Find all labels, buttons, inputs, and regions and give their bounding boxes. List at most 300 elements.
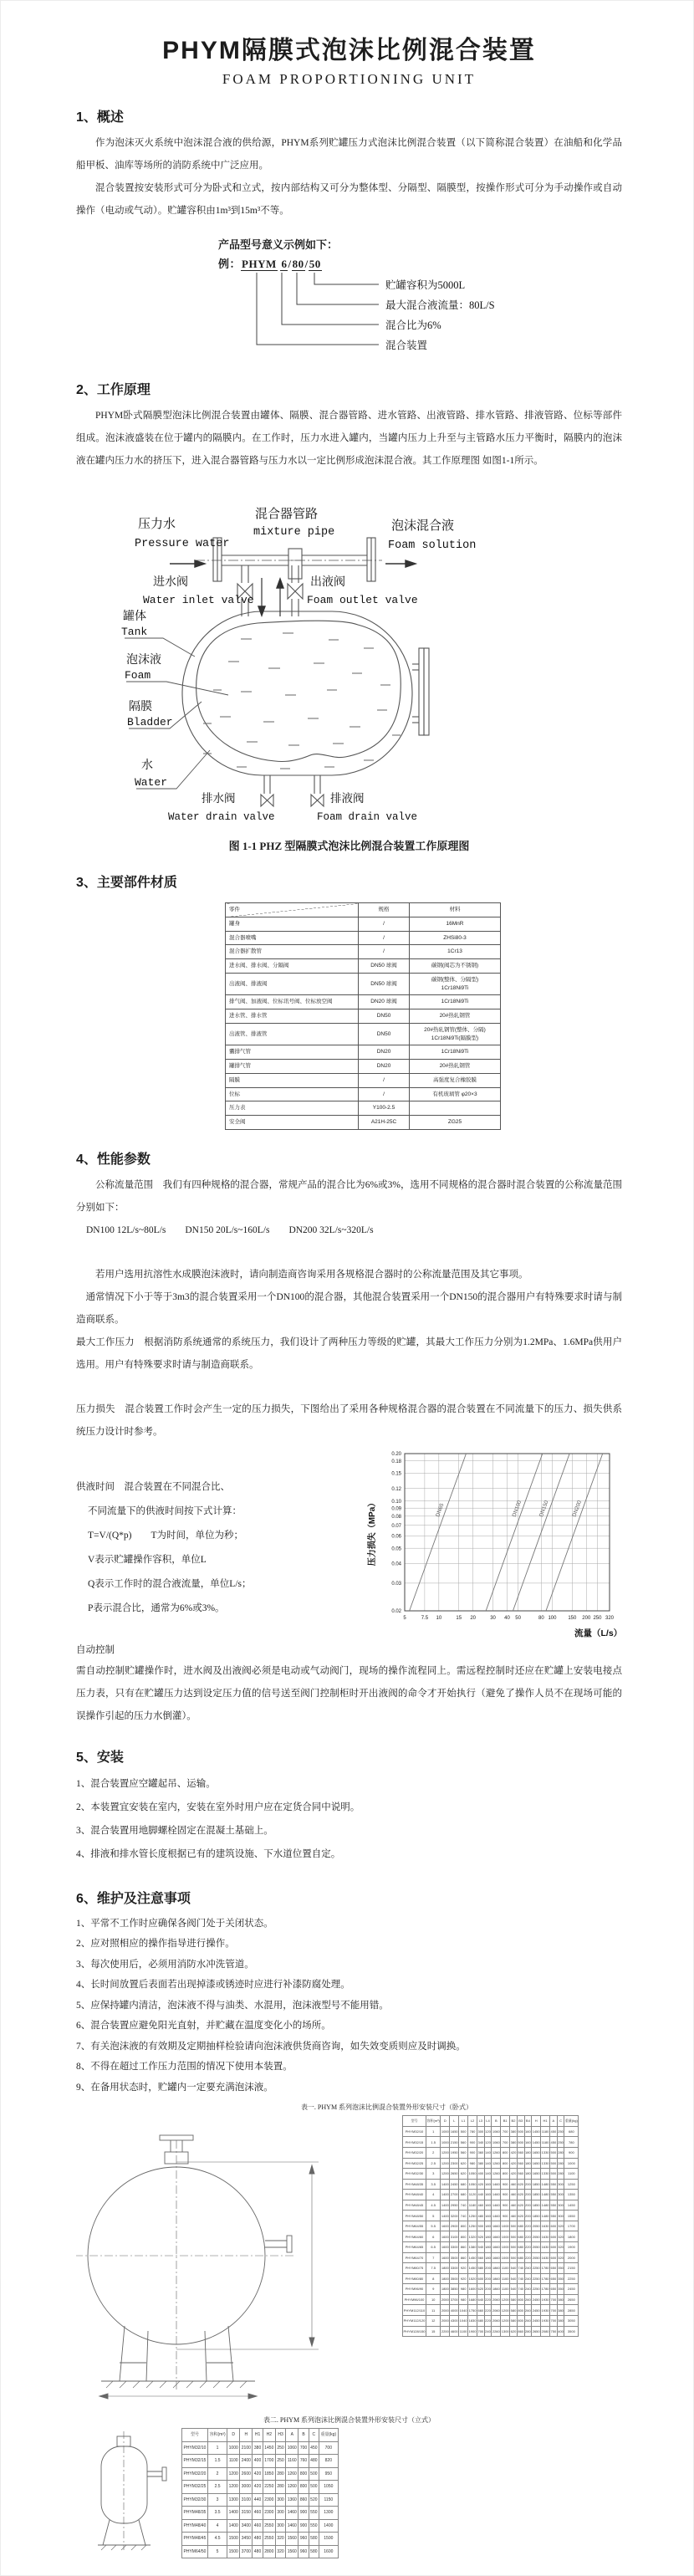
- table-cell: 1460: [492, 2190, 501, 2200]
- table-cell: PHYM48/35: [403, 2179, 426, 2190]
- table-cell: 2000: [564, 2252, 579, 2263]
- performance-p1: 公称流量范围 我们有四种规格的混合器，常规产品的混合比为6%或3%，选用不同规格的混合器时混合装置的公称流量范围分别如下：: [76, 1179, 622, 1213]
- table-cell: 560: [517, 2158, 524, 2169]
- water-label-en: Water: [135, 776, 168, 789]
- table-cell: 500: [517, 2126, 524, 2137]
- water-label-cn: 水: [141, 758, 153, 771]
- table-cell: 800: [459, 2231, 468, 2242]
- table-cell: 7: [426, 2252, 441, 2263]
- table-row: [226, 1023, 501, 1045]
- table-cell: 800: [517, 2294, 524, 2305]
- table-cell: 140: [484, 2147, 492, 2158]
- table-row: [226, 945, 501, 959]
- table-header-cell: H3: [275, 2429, 285, 2442]
- table-cell: 2050: [532, 2242, 541, 2253]
- table-cell: 高强度复合橡胶膜: [410, 1073, 501, 1087]
- table-cell: 200: [524, 2179, 532, 2190]
- table-cell: 1100: [564, 2169, 579, 2180]
- table-cell: 1650: [532, 2169, 541, 2180]
- list-item: 1、平常不工作时应确保各阀门处于关闭状态。: [76, 1918, 273, 1929]
- list-item: 1、混合装置应空罐起吊、运输。: [76, 1778, 216, 1789]
- table-cell: 1930: [541, 2305, 550, 2316]
- table-cell: 500: [459, 2126, 468, 2137]
- table-cell: 220: [524, 2231, 532, 2242]
- table-cell: 1480: [541, 2179, 550, 2190]
- table-cell: 520: [309, 2493, 319, 2507]
- section-heading-installation: 5、安装: [76, 1750, 124, 1765]
- table-cell: 500: [510, 2252, 518, 2263]
- table-cell: 560: [517, 2169, 524, 2180]
- table-cell: 500: [510, 2221, 518, 2231]
- table-cell: 3150: [240, 2507, 253, 2520]
- table-cell: 2000: [441, 2305, 450, 2316]
- table-cell: 碳钢(阀芯为不锈钢): [410, 959, 501, 974]
- table-cell: 500: [477, 2221, 484, 2231]
- table-cell: 1250: [468, 2211, 477, 2221]
- table-cell: 200: [524, 2211, 532, 2221]
- table-cell: PHYM64/55: [403, 2221, 426, 2231]
- table-cell: 3.5: [426, 2179, 441, 2190]
- table-cell: 1550: [564, 2211, 579, 2221]
- list-item: 3、混合装置用地脚螺栓固定在混凝土基础上。: [76, 1825, 273, 1836]
- table-cell: 900: [299, 2507, 309, 2520]
- table-cell: 10: [426, 2294, 441, 2305]
- nominal-flow-ranges: DN100 12L/s~80L/s DN150 20L/s~160L/s DN200 32L/s~320L/s: [86, 1224, 374, 1235]
- table-cell: 480: [309, 2455, 319, 2468]
- table-cell: 1600: [441, 2242, 450, 2253]
- table-cell: 4.5: [426, 2200, 441, 2211]
- table-header-cell: H: [532, 2116, 541, 2127]
- tank-label-cn: 罐体: [123, 609, 146, 622]
- table-cell: 780: [564, 2137, 579, 2148]
- table-row: [226, 1101, 501, 1116]
- table-header-cell: 型号: [182, 2429, 208, 2442]
- table-cell: 进水管、排水管: [226, 1009, 359, 1024]
- table-cell: 2060: [492, 2315, 501, 2326]
- table-cell: 560: [477, 2252, 484, 2263]
- table-cell: 700: [550, 2294, 558, 2305]
- model-example-intro: 产品型号意义示例如下：: [218, 238, 339, 251]
- table-cell: 1800: [441, 2273, 450, 2284]
- table-cell: 1050: [468, 2169, 477, 2180]
- table-cell: 240: [484, 2326, 492, 2337]
- list-item: 7、有关泡沫液的有效期及定期抽样检验请向泡沫液供货商咨询，如失效变质则应及时调换。: [76, 2041, 466, 2052]
- table-cell: 180: [484, 2242, 492, 2253]
- table-cell: 280: [275, 2481, 285, 2494]
- table-cell: 1400: [441, 2179, 450, 2190]
- table-cell: 1850: [532, 2211, 541, 2221]
- table-row: [403, 2315, 579, 2326]
- x-tick-label: 15: [456, 1615, 462, 1621]
- table-row: [403, 2169, 579, 2180]
- table-row: [403, 2326, 579, 2337]
- table-cell: 650: [550, 2284, 558, 2295]
- table-cell: 1000: [227, 2441, 240, 2455]
- tank-outline: [182, 611, 412, 775]
- table-cell: 620: [517, 2190, 524, 2200]
- table-cell: 420: [510, 2147, 518, 2158]
- table-cell: 20#热轧钢管(整体、分隔) 1Cr18Ni9Ti(隔膜型): [410, 1023, 501, 1045]
- table-cell: 3700: [450, 2294, 459, 2305]
- table-cell: 120: [484, 2126, 492, 2137]
- table-row: [403, 2284, 579, 2295]
- pressure-loss-chart: [365, 1447, 624, 1656]
- x-tick-label: 5: [403, 1615, 406, 1621]
- table-cell: 3300: [450, 2242, 459, 2253]
- table-cell: 680: [517, 2252, 524, 2263]
- table-cell: DN50: [359, 1009, 410, 1024]
- table-row: [403, 2263, 579, 2274]
- table-cell: 380: [510, 2137, 518, 2148]
- y-tick-label: 0.12: [391, 1486, 401, 1492]
- table-cell: 1860: [492, 2263, 501, 2274]
- y-tick-label: 0.04: [391, 1561, 401, 1567]
- table-cell: 1560: [286, 2533, 299, 2546]
- table-cell: 1200: [227, 2467, 240, 2481]
- foam-solution-label-en: Foam solution: [388, 539, 477, 552]
- table-cell: 1.5: [426, 2137, 441, 2148]
- section-heading-principle: 2、工作原理: [76, 383, 151, 397]
- table-cell: 900: [501, 2190, 510, 2200]
- x-axis-title: 流量（L/s）: [574, 1628, 623, 1638]
- table-cell: DN50: [359, 1023, 410, 1045]
- table-cell: /: [359, 1073, 410, 1087]
- list-item: 不同流量下的供液时间按下式计算：: [88, 1505, 242, 1516]
- table-cell: 4: [207, 2519, 227, 2533]
- table-cell: 320: [557, 2252, 564, 2263]
- table-header-cell: L: [450, 2116, 459, 2127]
- table-cell: 2.5: [207, 2481, 227, 2494]
- table-cell: 3100: [240, 2493, 253, 2507]
- table-cell: 350: [557, 2273, 564, 2284]
- y-tick-label: 0.10: [391, 1499, 401, 1505]
- table-cell: 600: [550, 2231, 558, 2242]
- table-cell: 220: [484, 2305, 492, 2316]
- table-cell: 760: [299, 2455, 309, 2468]
- list-item: 2、应对照相应的操作指导进行操作。: [76, 1939, 235, 1950]
- vertical-tank-drawing: [76, 2428, 175, 2553]
- y-tick-label: 0.06: [391, 1534, 401, 1540]
- table-row: [403, 2158, 579, 2169]
- y-tick-label: 0.15: [391, 1471, 401, 1477]
- table-cell: 240: [524, 2263, 532, 2274]
- table-cell: 900: [501, 2200, 510, 2211]
- table-cell: 1040: [459, 2315, 468, 2326]
- table-cell: 160: [484, 2211, 492, 2221]
- table-cell: 680: [459, 2190, 468, 2200]
- table-cell: 5.5: [426, 2221, 441, 2231]
- table-cell: 200: [484, 2263, 492, 2274]
- table-cell: 740: [459, 2200, 468, 2211]
- table-cell: 囊排气管: [226, 1045, 359, 1060]
- dimension-table-vertical: [181, 2428, 339, 2558]
- table-cell: 860: [299, 2493, 309, 2507]
- table-cell: 混合器喷嘴: [226, 931, 359, 945]
- table-cell: 2.5: [426, 2158, 441, 2169]
- model-segment-flow: 80: [292, 258, 304, 270]
- table-header-cell: L2: [468, 2116, 477, 2127]
- table-cell: 480: [253, 2533, 263, 2546]
- table-row: [226, 1116, 501, 1130]
- table-cell: 180: [484, 2252, 492, 2263]
- foam-label-cn: 泡沫液: [126, 652, 161, 666]
- table-cell: 1660: [492, 2242, 501, 2253]
- table-header-cell: B4: [524, 2116, 532, 2127]
- table-cell: 860: [517, 2326, 524, 2337]
- table-cell: 350: [557, 2263, 564, 2274]
- table-cell: 2300: [263, 2507, 275, 2520]
- x-tick-label: 50: [515, 1615, 521, 1621]
- table-cell: PHYM64/60: [403, 2231, 426, 2242]
- x-tick-label: 250: [593, 1615, 602, 1621]
- table-cell: 300: [557, 2211, 564, 2221]
- table-cell: 1260: [286, 2481, 299, 2494]
- table-header-cell: 规格: [359, 903, 410, 917]
- x-tick-label: 10: [436, 1615, 442, 1621]
- table-cell: 250: [275, 2455, 285, 2468]
- table-cell: 20#热轧钢管: [410, 1060, 501, 1074]
- model-label-volume: 贮罐容积为5000L: [385, 279, 466, 291]
- table-cell: 1780: [541, 2273, 550, 2284]
- table-header-cell: L3: [477, 2116, 484, 2127]
- table1-caption: 表一. PHYM 系列泡沫比例混合装置外形安装尺寸（卧式）: [300, 2103, 473, 2112]
- table-cell: 1600: [319, 2545, 339, 2558]
- table-cell: 550: [550, 2190, 558, 2200]
- list-item: 4、排液和排水管长度根据已有的建筑设施、下水道位置自定。: [76, 1848, 341, 1859]
- y-tick-label: 0.20: [391, 1451, 401, 1457]
- table-cell: 380: [557, 2305, 564, 2316]
- table-cell: 1320: [468, 2231, 477, 2242]
- table-cell: 380: [557, 2294, 564, 2305]
- table-cell: 680: [517, 2221, 524, 2231]
- table-cell: 1630: [541, 2221, 550, 2231]
- table-cell: 1180: [468, 2200, 477, 2211]
- table-cell: 650: [550, 2273, 558, 2284]
- foam-solution-label-cn: 泡沫混合液: [391, 519, 455, 533]
- table-cell: 780: [468, 2126, 477, 2137]
- table-cell: 1100: [501, 2263, 510, 2274]
- table-cell: 460: [510, 2179, 518, 2190]
- table-cell: 340: [477, 2137, 484, 2148]
- table-cell: 1260: [492, 2147, 501, 2158]
- table-cell: 2550: [263, 2533, 275, 2546]
- table-cell: 400: [253, 2455, 263, 2468]
- table-cell: 620: [517, 2211, 524, 2221]
- table-header-cell: C: [557, 2116, 564, 2127]
- table-cell: 1160: [286, 2455, 299, 2468]
- section-heading-overview: 1、概述: [76, 110, 124, 125]
- table-cell: 4.5: [207, 2533, 227, 2546]
- supply-time-block: [76, 1447, 365, 1660]
- table-cell: 120: [484, 2137, 492, 2148]
- table-cell: 800: [501, 2169, 510, 2180]
- table-cell: 15: [426, 2326, 441, 2337]
- table-cell: 300: [275, 2507, 285, 2520]
- table-row: [226, 1045, 501, 1060]
- table-cell: 1700: [564, 2221, 579, 2231]
- table-cell: 420: [253, 2467, 263, 2481]
- list-item: 6、混合装置应避免阳光直射，并贮藏在温度变化小的场所。: [76, 2021, 331, 2032]
- table-cell: 200: [524, 2190, 532, 2200]
- table-cell: PHYM32/20: [182, 2467, 208, 2481]
- table-cell: 3450: [240, 2533, 253, 2546]
- table-cell: 11: [426, 2305, 441, 2316]
- table-cell: 740: [517, 2273, 524, 2284]
- page-title: PHYM隔膜式泡沫比例混合装置: [162, 37, 536, 64]
- table-cell: 5: [207, 2545, 227, 2558]
- list-item: 4、长时间放置后表面若出现掉漆或锈迹时应进行补漆防腐处理。: [76, 1980, 350, 1991]
- table-cell: 1680: [468, 2294, 477, 2305]
- y-tick-label: 0.02: [391, 1608, 401, 1614]
- table-cell: 1950: [450, 2147, 459, 2158]
- table-cell: 550: [309, 2519, 319, 2533]
- table-cell: 2450: [564, 2284, 579, 2295]
- table-cell: 2000: [441, 2294, 450, 2305]
- table-row: [403, 2294, 579, 2305]
- table-cell: 1780: [541, 2284, 550, 2295]
- list-item: 5、应保持罐内清洁，泡沫液不得与油类、水混用，泡沫液型号不能用错。: [76, 2000, 389, 2011]
- table-cell: PHYM32/15: [403, 2137, 426, 2148]
- series-line-DN65: [410, 1454, 467, 1611]
- table-cell: 500: [550, 2158, 558, 2169]
- table-cell: 1850: [532, 2190, 541, 2200]
- table-cell: PHYM128/150: [403, 2326, 426, 2337]
- table-cell: 1450: [468, 2252, 477, 2263]
- table-header-cell: 重量(kg): [319, 2429, 339, 2442]
- table-cell: PHYM96/100: [403, 2294, 426, 2305]
- table-cell: ZG25: [410, 1116, 501, 1130]
- table-cell: 2060: [492, 2305, 501, 2316]
- table-cell: 1: [426, 2126, 441, 2137]
- table-cell: 2550: [263, 2519, 275, 2533]
- table-cell: 900: [468, 2137, 477, 2148]
- table-cell: 1850: [532, 2200, 541, 2211]
- table-cell: 1200: [441, 2169, 450, 2180]
- table-cell: 700: [550, 2305, 558, 2316]
- table-cell: 800: [299, 2467, 309, 2481]
- table-cell: 1800: [441, 2284, 450, 2295]
- table-cell: 1: [207, 2441, 227, 2455]
- table-cell: 520: [477, 2231, 484, 2242]
- table-row: [182, 2493, 339, 2507]
- table-cell: 220: [524, 2242, 532, 2253]
- table-cell: 280: [557, 2147, 564, 2158]
- table-header-cell: 材料: [410, 903, 501, 917]
- table-cell: 500: [510, 2231, 518, 2242]
- table-cell: 3.5: [207, 2507, 227, 2520]
- table-cell: 140: [484, 2158, 492, 2169]
- table-cell: 800: [517, 2305, 524, 2316]
- table-cell: 180: [524, 2147, 532, 2158]
- table-cell: 1260: [492, 2158, 501, 2169]
- y-tick-label: 0.07: [391, 1523, 401, 1529]
- table-cell: 2700: [450, 2190, 459, 2200]
- table-header-cell: A: [286, 2429, 299, 2442]
- auto-control-paragraph: 需自动控制贮罐操作时，进水阀及出液阀必须是电动或气动阀门，现场的操作流程同上。需远程控制时还应在贮罐上安装电接点压力表，只有在贮罐压力达到设定压力值的信号送至阀门控制柜时开出液阀的命令才开始执行（避免了操作人员不在现场可能的误操作引起的压力水倒灌）。: [76, 1665, 622, 1721]
- table-cell: 4000: [450, 2305, 459, 2316]
- table-cell: 1000: [501, 2252, 510, 2263]
- table-cell: 2650: [532, 2326, 541, 2337]
- table-cell: 680: [459, 2179, 468, 2190]
- table-cell: 240: [524, 2284, 532, 2295]
- table-cell: 4600: [450, 2326, 459, 2337]
- table-cell: 8: [426, 2273, 441, 2284]
- table-cell: 2450: [450, 2179, 459, 2190]
- table-cell: PHYM32/10: [403, 2126, 426, 2137]
- table-cell: 混合器扩散管: [226, 945, 359, 959]
- table-cell: 1060: [492, 2137, 501, 2148]
- table-row: [403, 2200, 579, 2211]
- performance-p3: 通常情况下小于等于3m3的混合装置采用一个DN100的混合器，其他混合装置采用一个DN150的混合器用户有特殊要求时请与制造商联系。: [76, 1291, 622, 1325]
- table-cell: 500: [550, 2147, 558, 2158]
- table-cell: 1630: [541, 2252, 550, 2263]
- materials-table: [225, 902, 501, 1130]
- supply-time-lines: [76, 1475, 365, 1621]
- table-cell: 900: [299, 2519, 309, 2533]
- table-row: [403, 2221, 579, 2231]
- table-cell: 380: [253, 2441, 263, 2455]
- table-cell: 1450: [532, 2137, 541, 2148]
- table-cell: 660: [477, 2305, 484, 2316]
- table-cell: DN20: [359, 1060, 410, 1074]
- table-cell: 1450: [564, 2200, 579, 2211]
- table-cell: 1460: [492, 2200, 501, 2211]
- table-cell: 有机玻璃管 φ20×3: [410, 1087, 501, 1101]
- table-cell: 700: [501, 2137, 510, 2148]
- table-cell: /: [359, 945, 410, 959]
- table-cell: 20#热轧钢管: [410, 1009, 501, 1024]
- table-cell: 1600: [441, 2231, 450, 2242]
- table-header-cell: B: [299, 2429, 309, 2442]
- table-cell: 2150: [450, 2137, 459, 2148]
- table-header-cell: L1: [459, 2116, 468, 2127]
- table-row: [403, 2137, 579, 2148]
- table-cell: 460: [253, 2519, 263, 2533]
- table-cell: 1400: [319, 2519, 339, 2533]
- table-cell: 16MnR: [410, 917, 501, 931]
- table-cell: 3300: [450, 2263, 459, 2274]
- table-cell: 2850: [564, 2305, 579, 2316]
- table-cell: 1300: [227, 2493, 240, 2507]
- bladder-label-cn: 隔膜: [129, 699, 152, 713]
- working-principle-diagram: [69, 484, 621, 829]
- table-cell: 600: [550, 2242, 558, 2253]
- table-cell: 1660: [492, 2221, 501, 2231]
- table-cell: 1330: [541, 2158, 550, 2169]
- table-cell: 1930: [541, 2315, 550, 2326]
- table-cell: 2300: [450, 2158, 459, 2169]
- table-cell: 680: [477, 2315, 484, 2326]
- table-cell: 320: [275, 2533, 285, 2546]
- table-cell: 620: [459, 2158, 468, 2169]
- overview-paragraph-1: 作为泡沫灭火系统中泡沫混合液的供给源，PHYM系列贮罐压力式泡沫比例混合装置（以下简称混合装置）在油船和化学品船甲板、油库等场所的消防系统中广泛应用。: [76, 138, 622, 171]
- pressure-water-label-cn: 压力水: [138, 517, 176, 531]
- table-cell: 200: [484, 2273, 492, 2284]
- table-cell: PHYM112/120: [403, 2315, 426, 2326]
- table-cell: 280: [557, 2158, 564, 2169]
- table-cell: 2250: [532, 2273, 541, 2284]
- overview-paragraph-2: 混合装置按安装形式可分为卧式和立式，按内部结构又可分为整体型、分隔型、隔膜型，按操作形式可分为手动操作或自动操作（电动或气动）。贮罐容积由1m³到15m³不等。: [76, 183, 622, 216]
- table-cell: 1650: [450, 2126, 459, 2137]
- table-cell: 500: [517, 2137, 524, 2148]
- table-cell: 2300: [263, 2493, 275, 2507]
- table-cell: 700: [319, 2441, 339, 2455]
- section-heading-materials: 3、主要部件材质: [76, 876, 177, 890]
- table-cell: 2000: [441, 2315, 450, 2326]
- model-number-example: [76, 236, 622, 360]
- table-cell: 420: [477, 2179, 484, 2190]
- bladder-label-en: Bladder: [127, 716, 173, 728]
